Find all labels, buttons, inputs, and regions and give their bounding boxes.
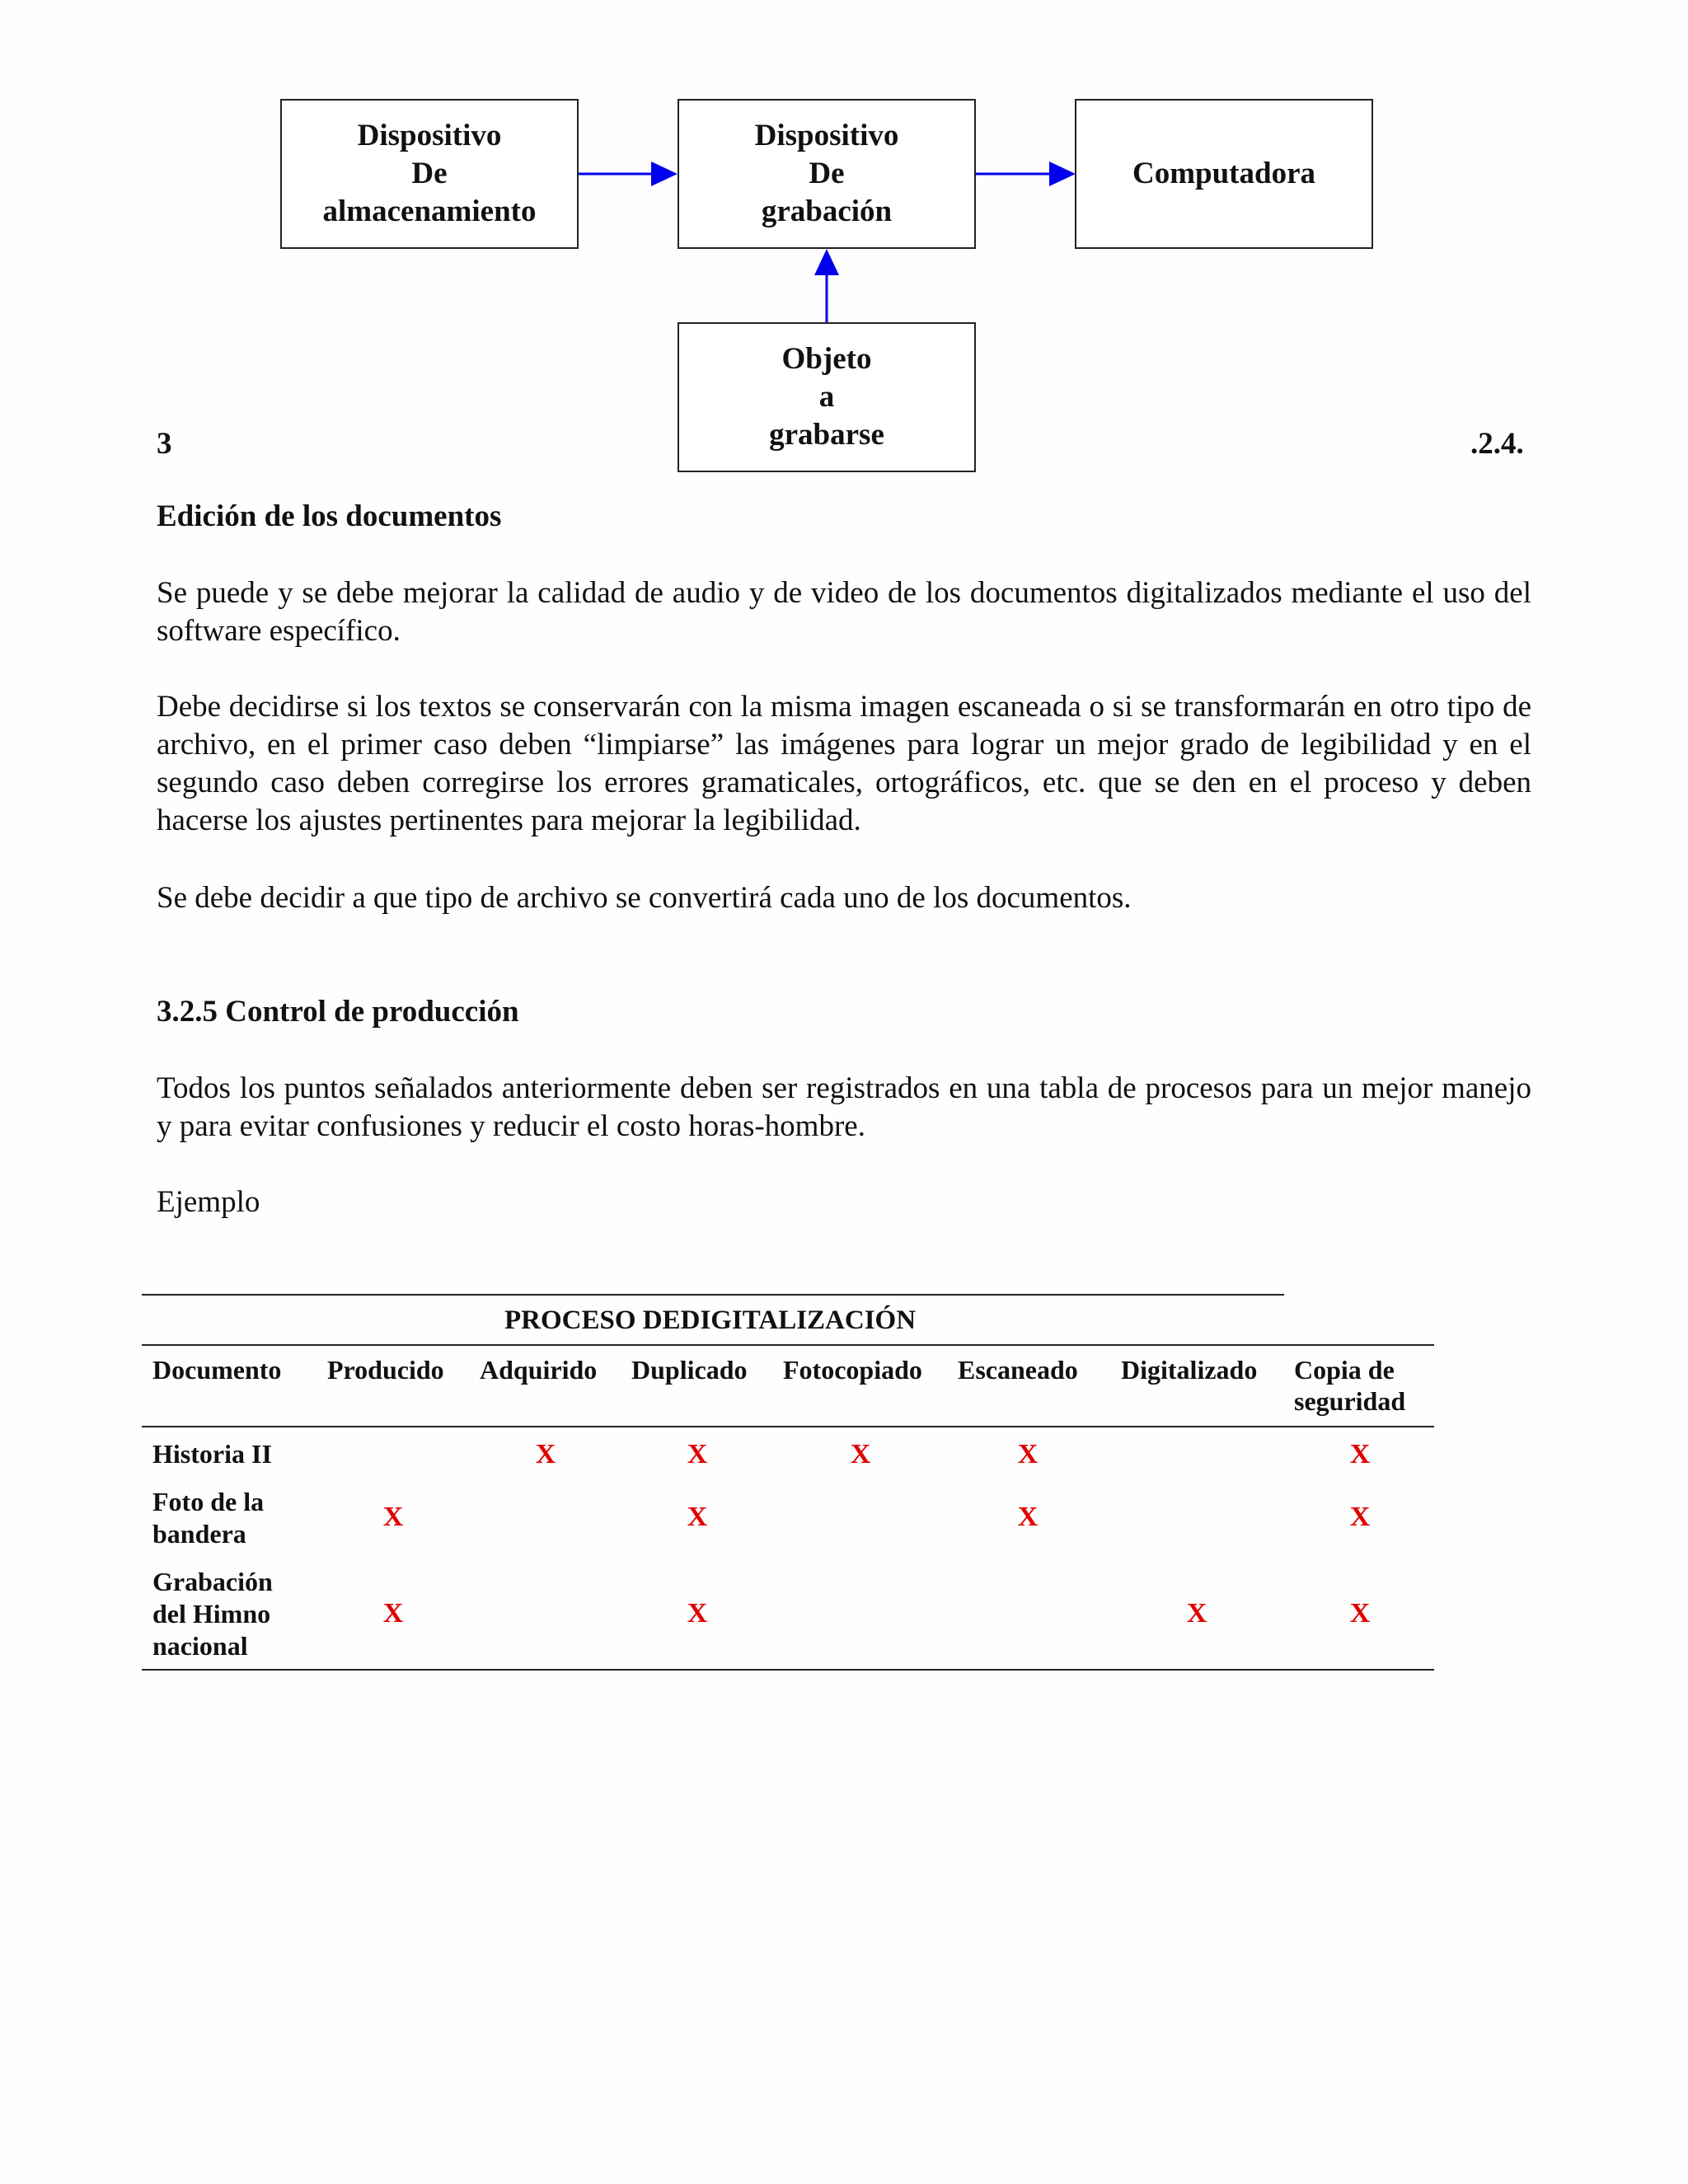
process-check-mark: X (687, 1502, 708, 1532)
recording-device-box (678, 99, 976, 249)
process-check-mark: X (382, 1502, 404, 1532)
row-document-label: Historia II (152, 1439, 272, 1469)
box-line: almacenamiento (322, 194, 537, 228)
table-rule-bottom (142, 1669, 1434, 1671)
box-line: grabación (761, 194, 893, 228)
process-check-mark: X (687, 1439, 708, 1469)
column-header: Digitalizado (1121, 1355, 1258, 1385)
process-check-mark: X (1186, 1598, 1207, 1629)
box-line: Objeto (781, 342, 872, 376)
paragraph: Se debe decidir a que tipo de archivo se convertirá cada uno de los documentos. (157, 881, 1132, 915)
object-box (678, 322, 976, 472)
section-number-left: 3 (157, 427, 172, 461)
column-header: Copia de seguridad (1294, 1355, 1406, 1416)
column-header: Escaneado (958, 1355, 1078, 1385)
column-header: Producido (327, 1355, 444, 1385)
row-document-label: Foto de la bandera (152, 1487, 265, 1549)
box-line: a (818, 380, 835, 414)
process-check-mark: X (1017, 1502, 1039, 1532)
column-header: Duplicado (631, 1355, 748, 1385)
process-check-mark: X (850, 1439, 871, 1469)
table-rule-top (142, 1294, 1284, 1296)
section-title-edicion: Edición de los documentos (157, 499, 502, 533)
box-line: Computadora (1132, 157, 1316, 190)
computer-box (1075, 99, 1373, 249)
process-check-mark: X (1017, 1439, 1039, 1469)
paragraph: Debe decidirse si los textos se conservarán con la misma imagen escaneada o si se transformarán en otro tipo de archivo, en el primer caso deben “limpiarse” las imágenes para lograr un mejor grado de legibilidad y en el segundo caso deben corregirse los errores gramaticales, ortográficos, etc. que se den en el proceso y deben hacerse los ajustes pertinentes para mejorar la legibilidad. (157, 690, 1531, 837)
arrow-object-to-recording-head (814, 249, 839, 275)
process-check-mark: X (1349, 1439, 1371, 1469)
example-label: Ejemplo (157, 1185, 260, 1219)
table-rule-header-top (142, 1344, 1434, 1346)
arrow-recording-to-computer-head (1049, 162, 1076, 186)
column-header: Documento (152, 1355, 282, 1385)
process-check-mark: X (687, 1598, 708, 1629)
process-check-mark: X (535, 1439, 556, 1469)
process-check-mark: X (382, 1598, 404, 1629)
box-line: grabarse (769, 418, 884, 452)
section-number-right: .2.4. (1470, 427, 1524, 461)
column-header: Adquirido (480, 1355, 598, 1385)
box-line: De (411, 157, 448, 190)
box-line: De (809, 157, 845, 190)
table-rule-header-bottom (142, 1426, 1434, 1427)
section-title-control: 3.2.5 Control de producción (157, 995, 519, 1029)
row-document-label: Grabación del Himno nacional (152, 1567, 273, 1661)
paragraph: Se puede y se debe mejorar la calidad de audio y de video de los documentos digitalizados mediante el uso del software específico. (157, 576, 1531, 648)
box-line: Dispositivo (357, 119, 502, 152)
arrow-storage-to-recording-head (651, 162, 678, 186)
process-check-mark: X (1349, 1598, 1371, 1629)
paragraph: Todos los puntos señalados anteriormente deben ser registrados en una tabla de procesos para un mejor manejo y para evitar confusiones y reducir el costo horas-hombre. (157, 1071, 1531, 1143)
storage-device-box (280, 99, 579, 249)
table-caption: PROCESO DEDIGITALIZACIÓN (504, 1305, 917, 1335)
box-line: Dispositivo (754, 119, 899, 152)
process-check-mark: X (1349, 1502, 1371, 1532)
column-header: Fotocopiado (783, 1355, 922, 1385)
